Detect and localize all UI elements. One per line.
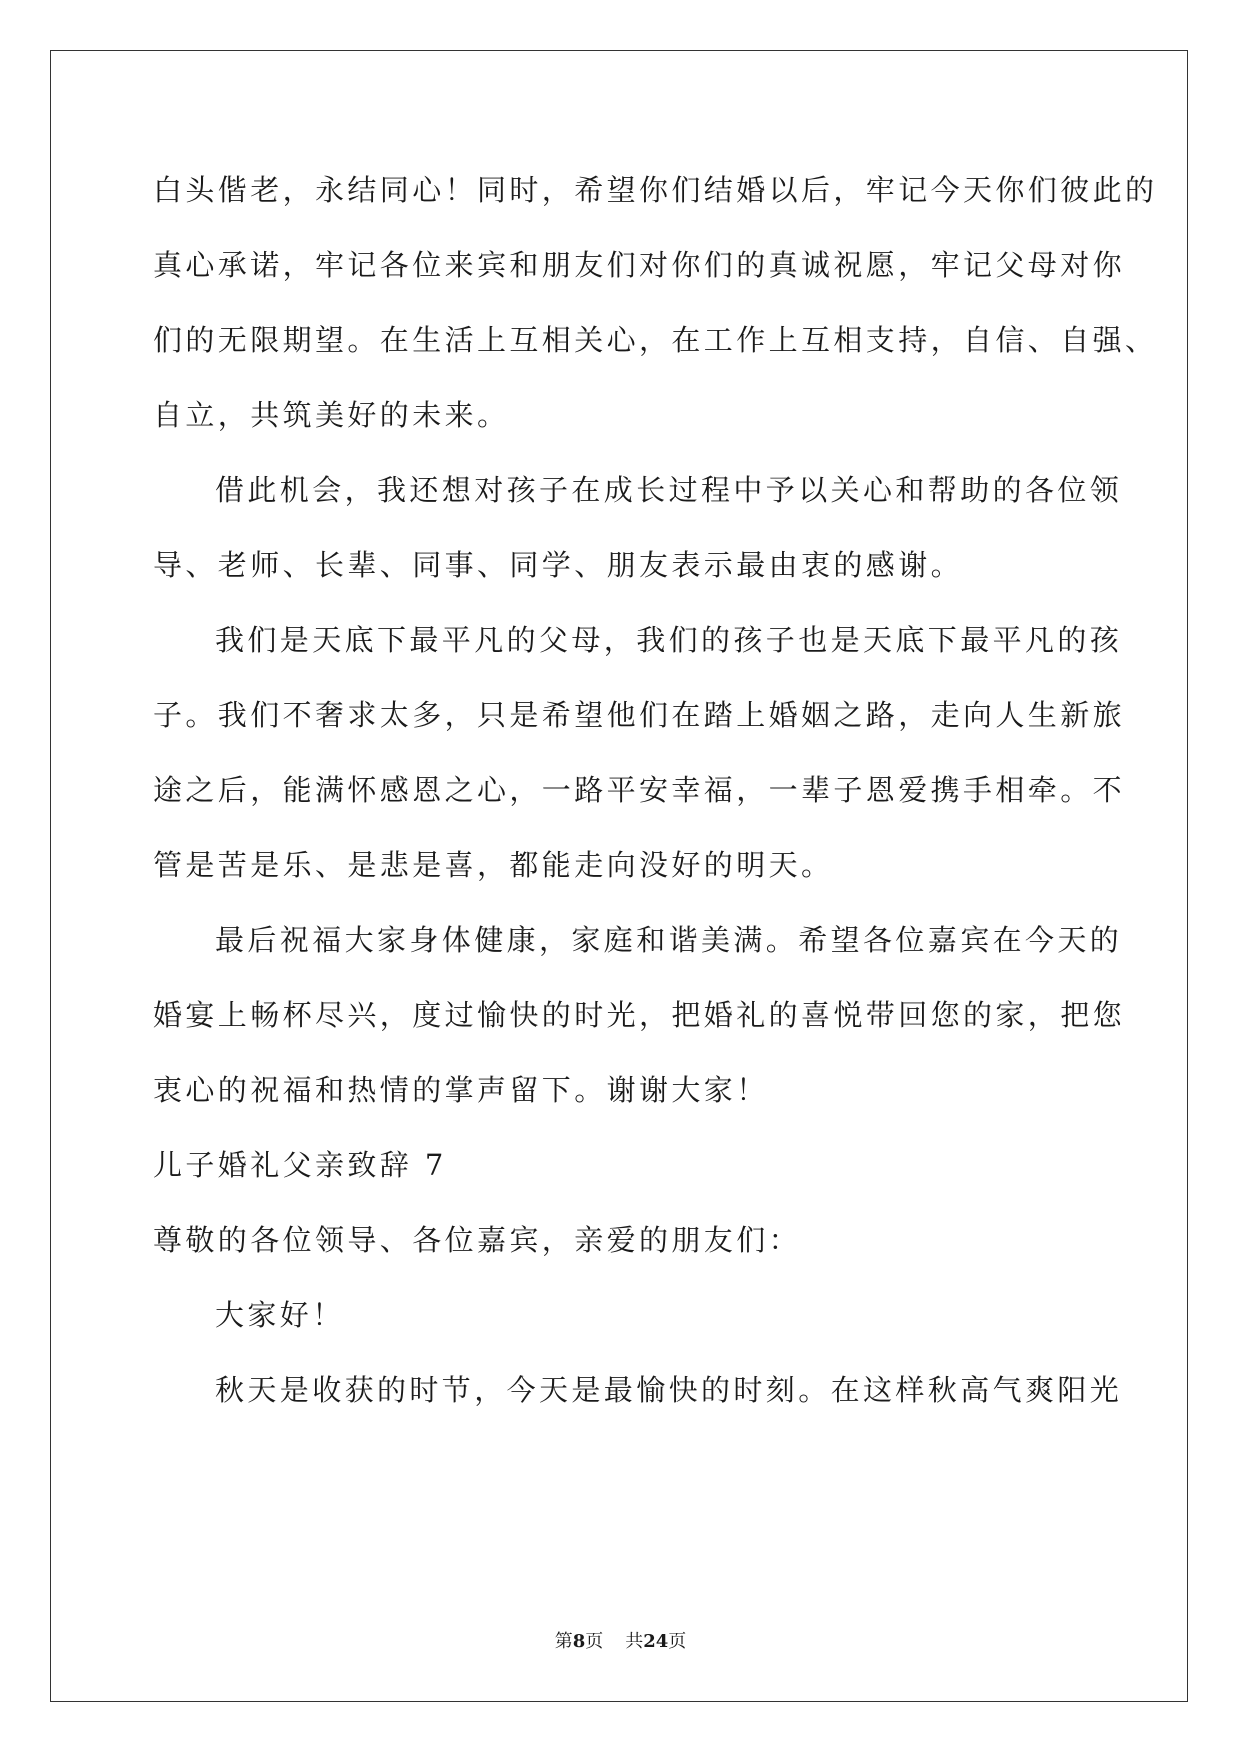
paragraph-line: 导、老师、长辈、同事、同学、朋友表示最由衷的感谢。 [153,548,964,582]
paragraph-line: 子。我们不奢求太多，只是希望他们在踏上婚姻之路，走向人生新旅 [153,698,1126,732]
salutation-line: 尊敬的各位领导、各位嘉宾，亲爱的朋友们： [153,1223,802,1257]
paragraph-line: 我们是天底下最平凡的父母，我们的孩子也是天底下最平凡的孩 [215,623,1123,657]
section-heading: 儿子婚礼父亲致辞 7 [153,1148,447,1182]
paragraph-line: 自立，共筑美好的未来。 [153,398,510,432]
paragraph-line: 真心承诺，牢记各位来宾和朋友们对你们的真诚祝愿，牢记父母对你 [153,248,1126,282]
page-footer [0,1630,1241,1654]
total-pages: 24 [643,1631,669,1652]
paragraph-line: 衷心的祝福和热情的掌声留下。谢谢大家！ [153,1073,769,1107]
paragraph-line: 秋天是收获的时节，今天是最愉快的时刻。在这样秋高气爽阳光 [215,1373,1123,1407]
page-suffix: 页 [585,1631,604,1652]
paragraph-line: 途之后，能满怀感恩之心，一路平安幸福，一辈子恩爱携手相牵。不 [153,773,1126,807]
paragraph-line: 婚宴上畅杯尽兴，度过愉快的时光，把婚礼的喜悦带回您的家，把您 [153,998,1126,1032]
page-number: 8 [572,1631,586,1652]
paragraph-line: 管是苦是乐、是悲是喜，都能走向没好的明天。 [153,848,834,882]
total-suffix: 页 [668,1631,687,1652]
paragraph-line: 白头偕老，永结同心！同时，希望你们结婚以后，牢记今天你们彼此的 [153,173,1158,207]
paragraph-line: 们的无限期望。在生活上互相关心，在工作上互相支持，自信、自强、 [153,323,1158,357]
greeting-line: 大家好！ [215,1298,345,1332]
page-prefix: 第 [554,1631,573,1652]
total-prefix: 共 [625,1631,644,1652]
paragraph-line: 借此机会，我还想对孩子在成长过程中予以关心和帮助的各位领 [215,473,1123,507]
paragraph-line: 最后祝福大家身体健康，家庭和谐美满。希望各位嘉宾在今天的 [215,923,1123,957]
